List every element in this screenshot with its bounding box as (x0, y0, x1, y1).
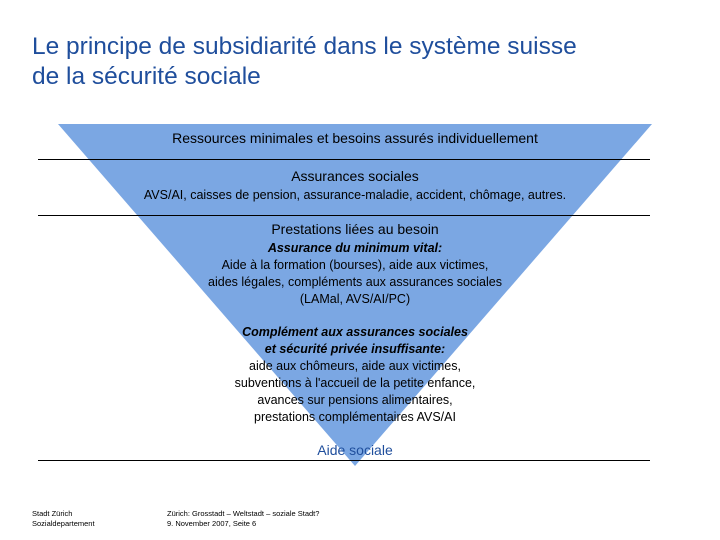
insurance-heading: Assurances sociales (291, 168, 419, 184)
social-aid-label: Aide sociale (317, 442, 393, 458)
divider-1 (38, 159, 650, 160)
complement-line-3: avances sur pensions alimentaires, (257, 393, 453, 407)
layer-top-label: Ressources minimales et besoins assurés individuellement (172, 130, 538, 146)
complement-line-4: prestations complémentaires AVS/AI (254, 410, 456, 424)
minimum-line-3: (LAMal, AVS/AI/PC) (299, 292, 411, 306)
footer-right-line-2: 9. November 2007, Seite 6 (167, 519, 257, 528)
footer-right-line-1: Zürich: Grosstadt – Weltstadt – soziale Stadt? (167, 509, 320, 518)
footer-right (167, 509, 319, 529)
needs-heading: Prestations liées au besoin (271, 221, 439, 237)
footer-left-line-1: Stadt Zürich (32, 509, 73, 518)
footer-left (32, 509, 95, 529)
complement-line-2: subventions à l'accueil de la petite enfance, (234, 376, 476, 390)
complement-title-2: et sécurité privée insuffisante: (264, 342, 446, 356)
insurance-detail: AVS/AI, caisses de pension, assurance-maladie, accident, chômage, autres. (143, 188, 567, 202)
complement-title-1: Complément aux assurances sociales (242, 325, 468, 339)
footer-left-line-2: Sozialdepartement (32, 519, 95, 528)
minimum-line-2: aides légales, compléments aux assurances sociales (208, 275, 502, 289)
divider-3 (38, 460, 650, 461)
complement-line-1: aide aux chômeurs, aide aux victimes, (249, 359, 461, 373)
divider-2 (38, 215, 650, 216)
minimum-title: Assurance du minimum vital: (267, 241, 443, 255)
minimum-line-1: Aide à la formation (bourses), aide aux victimes, (221, 258, 489, 272)
title-line-1: Le principe de subsidiarité dans le système suisse (32, 33, 577, 60)
title-line-2: de la sécurité sociale (32, 63, 261, 90)
